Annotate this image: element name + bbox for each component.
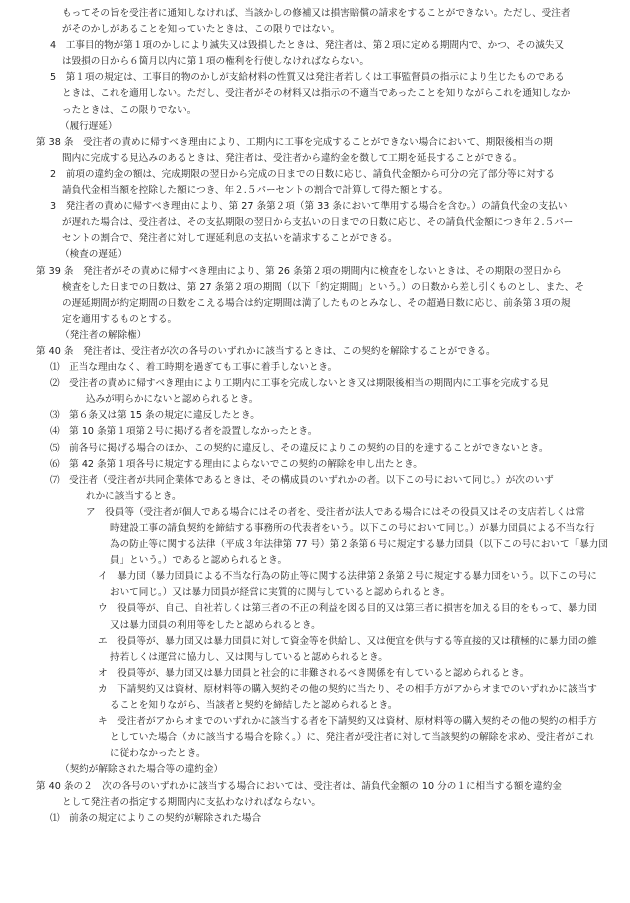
text-line: ⑶ 第６条又は第 15 条の規定に違反したとき。 — [50, 410, 260, 422]
text-line: 又は暴力団員の利用等をしたと認められるとき。 — [110, 619, 321, 631]
text-line: 員」という。）であると認められるとき。 — [110, 555, 288, 567]
text-line: ⑺ 受注者（受注者が共同企業体であるときは、その構成員のいずれかの者。以下この号において同じ。）が次のいず — [50, 474, 554, 486]
text-line: として発注者の指定する期間内に支払わなければならない。 — [62, 796, 322, 808]
text-line: 第 38 条 受注者の責めに帰すべき理由により、工期内に工事を完成することができない場合において、期限後相当の期 — [36, 136, 553, 148]
text-line: もってその旨を受注者に通知しなければ、当該かしの修補又は損害賠償の請求をすることができない。ただし、受注者 — [62, 8, 571, 19]
article-heading: （検査の遅延） — [60, 249, 128, 261]
text-line: 2 前項の違約金の額は、完成期限の翌日から完成の日までの日数に応じ、請負代金額から可分の完了部分等に対する — [50, 168, 555, 180]
text-line: エ 役員等が、暴力団又は暴力団員に対して資金等を供給し、又は便宜を供与する等直接的又は積極的に暴力団の維 — [98, 635, 597, 647]
text-line: ときは、これを適用しない。ただし、受注者がその材料又は指示の不適当であったことを知りながらこれを通知しなか — [62, 88, 571, 100]
text-line: 第 39 条 発注者がその責めに帰すべき理由により、第 26 条第２項の期間内に検査をしないときは、その期限の翌日から — [36, 265, 562, 277]
text-line: オ 役員等が、暴力団又は暴力団員と社会的に非難されるべき関係を有していると認められるとき。 — [98, 667, 530, 679]
text-line: に従わなかったとき。 — [110, 748, 206, 760]
text-line: ウ 役員等が、自己、自社若しくは第三者の不正の利益を図る目的又は第三者に損害を加える目的をもって、暴力団 — [98, 603, 597, 615]
text-line: ア 役員等（受注者が個人である場合にはその者を、受注者が法人である場合にはその役員又はその支店若しくは常 — [86, 506, 585, 518]
text-line: ⑴ 前条の規定によりこの契約が解除された場合 — [50, 812, 262, 824]
article-heading: （契約が解除された場合等の違約金） — [60, 764, 224, 776]
text-line: 3 発注者の責めに帰すべき理由により、第 27 条第２項（第 33 条において準用する場合を含む。）の請負代金の支払い — [50, 201, 568, 213]
text-line: 請負代金相当額を控除した額につき、年２.５パーセントの割合で計算して得た額とする。 — [62, 185, 449, 197]
text-line: は毀損の日から６箇月以内に第１項の権利を行使しなければならない。 — [62, 56, 369, 68]
text-line: ることを知りながら、当該者と契約を締結したと認められるとき。 — [110, 700, 398, 712]
text-line: ⑴ 正当な理由なく、着工時期を過ぎても工事に着手しないとき。 — [50, 362, 338, 374]
text-line: が遅れた場合は、受注者は、その支払期限の翌日から支払いの日までの日数に応じ、その請負代金額につき年２.５パー — [62, 217, 574, 229]
text-line: 込みが明らかにないと認められるとき。 — [86, 394, 259, 406]
article-heading: （履行遅延） — [60, 120, 118, 132]
text-line: 持若しくは運営に協力し、又は関与していると認められるとき。 — [110, 651, 388, 663]
text-line: キ 受注者がアからオまでのいずれかに該当する者を下請契約又は資材、原材料等の購入契約その他の契約の相手方 — [98, 716, 597, 728]
text-line: 4 工事目的物が第１項のかしにより滅失又は毀損したときは、発注者は、第２項に定める期間内で、かつ、その滅失又 — [50, 40, 564, 52]
text-line: ⑹ 第 42 条第１項各号に規定する理由によらないでこの契約の解除を申し出たとき。 — [50, 458, 423, 470]
text-line: ⑷ 第 10 条第１項第２号に掲げる者を設置しなかったとき。 — [50, 426, 318, 438]
text-line: の遅延期間が約定期間の日数をこえる場合は約定期間は満了したものとみなし、その超過日数に応じ、前条第３項の規 — [62, 297, 571, 309]
text-line: おいて同じ。）又は暴力団員が経営に実質的に関与していると認められるとき。 — [110, 587, 451, 599]
text-line: 第 40 条 発注者は、受注者が次の各号のいずれかに該当するときは、この契約を解除することができる。 — [36, 345, 496, 357]
text-line: 為の防止等に関する法律（平成３年法律第 77 号）第２条第６号に規定する暴力団員（以下この号において「暴力団 — [110, 539, 608, 551]
text-line: としていた場合（カに該当する場合を除く。）に、発注者が受注者に対して当該契約の解除を求め、受注者がこれ — [110, 732, 594, 744]
article-heading: （発注者の解除権） — [60, 329, 147, 341]
text-line: カ 下請契約又は資材、原材料等の購入契約その他の契約に当たり、その相手方がアからオまでのいずれかに該当す — [98, 683, 597, 695]
text-line: 時建設工事の請負契約を締結する事務所の代表者をいう。以下この号において同じ。）が暴力団員による不当な行 — [110, 523, 595, 534]
text-line: 第 40 条の２ 次の各号のいずれかに該当する場合においては、受注者は、請負代金額の 10 分の１に相当する額を違約金 — [36, 780, 562, 792]
text-line: イ 暴力団（暴力団員による不当な行為の防止等に関する法律第２条第２号に規定する暴力団をいう。以下この号に — [98, 571, 597, 583]
text-line: ⑸ 前各号に掲げる場合のほか、この契約に違反し、その違反によりこの契約の目的を達することができないとき。 — [50, 442, 549, 454]
text-line: れかに該当するとき。 — [86, 490, 182, 502]
text-line: セントの割合で、発注者に対して遅延利息の支払いを請求することができる。 — [62, 233, 398, 245]
text-line: 検査をした日までの日数は、第 27 条第２項の期間（以下「約定期間」という。）の日数から差し引くものとし、また、そ — [62, 281, 584, 293]
text-line: がそのかしがあることを知っていたときは、この限りではない。 — [62, 24, 341, 36]
text-line: ⑵ 受注者の責めに帰すべき理由により工期内に工事を完成しないとき又は期限後相当の期間内に工事を完成する見 — [50, 378, 549, 390]
text-line: 5 第１項の規定は、工事目的物のかしが支給材料の性質又は発注者若しくは工事監督員の指示により生じたものである — [50, 72, 565, 84]
text-line: 間内に完成する見込みのあるときは、発注者は、受注者から違約金を徴して工期を延長することができる。 — [62, 152, 523, 164]
text-line: 定を適用するものとする。 — [62, 313, 178, 325]
text-line: ったときは、この限りでない。 — [62, 104, 197, 116]
